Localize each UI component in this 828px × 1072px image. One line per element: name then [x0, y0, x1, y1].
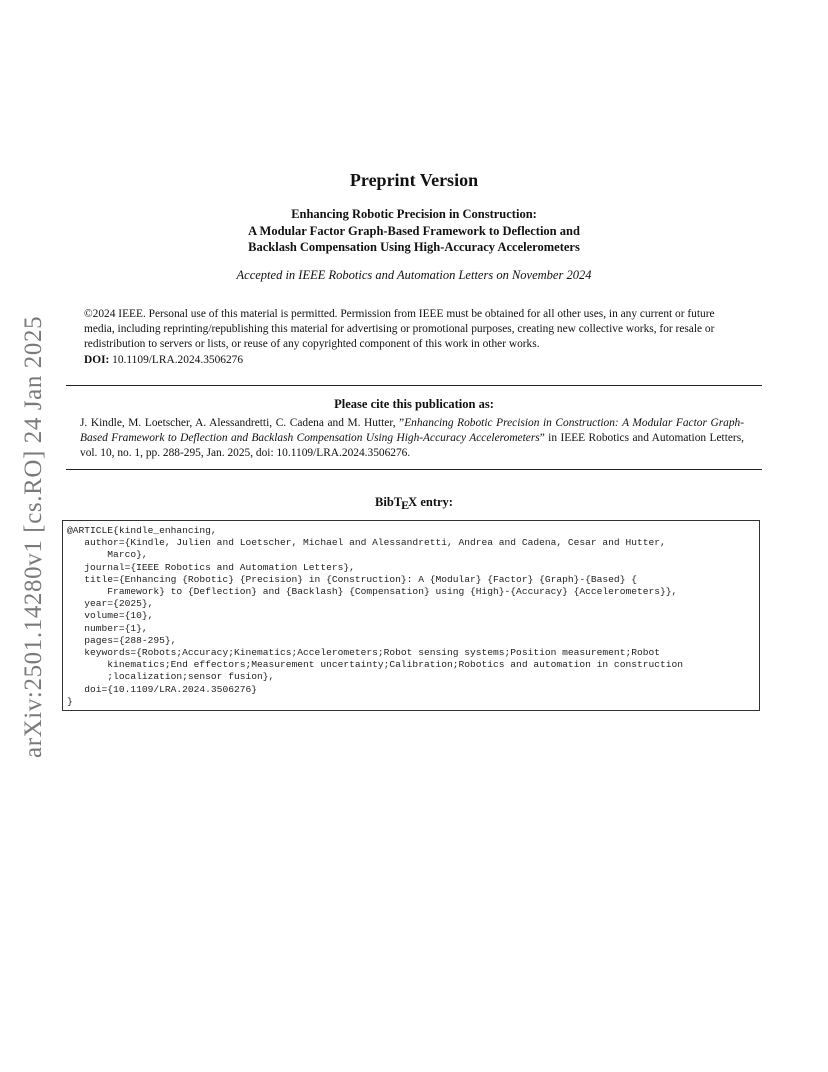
- bibtex-entry: @ARTICLE{kindle_enhancing, author={Kindle, Julien and Loetscher, Michael and Alessandretti, Andrea and Cadena, Cesar and Hutter, Marco}, journal={IEEE Robotics and Automation Letters}, title={Enhancing {Robotic} {Precision} in {Construction}: A {Modular} {Factor} {Graph}-{Based} { Framework} to {Deflection} and {Backlash} {Compensation} using {High}-{Accuracy} {Accelerometers}}, year={2025}, volume={10}, number={1}, pages={288-295}, keywords={Robots;Accuracy;Kinematics;Accelerometers;Robot sensing systems;Position measurement;Robot kinematics;End effectors;Measurement uncertainty;Calibration;Robotics and automation in construction ;localization;sensor fusion}, doi={10.1109/LRA.2024.3506276} }: [67, 525, 684, 707]
- citation-details: ” in IEEE Robotics and Automation Letters, vol. 10, no. 1, pp. 288-295, Jan. 2025, doi: 10.1109/LRA.2024.3506276.: [80, 432, 744, 459]
- page-title: Preprint Version: [349, 170, 479, 190]
- citation-title: Enhancing Robotic Precision in Construction: A Modular Factor Graph-Based Framework to Deflection and Backlash Compensation Using High-Accuracy Accelerometers: [80, 417, 745, 444]
- top-divider: [66, 385, 762, 386]
- citation-heading: Please cite this publication as:: [334, 397, 494, 411]
- bibtex-heading-e: E: [401, 498, 410, 512]
- doi-value: 10.1109/LRA.2024.3506276: [112, 353, 244, 366]
- paper-title-line-2: A Modular Factor Graph-Based Framework to Deflection and: [248, 223, 580, 238]
- bibtex-heading-pre: BibT: [375, 495, 403, 509]
- bottom-divider: [66, 469, 762, 470]
- citation-text: [80, 416, 744, 461]
- citation-authors: J. Kindle, M. Loetscher, A. Alessandretti, C. Cadena and M. Hutter, ”: [80, 417, 405, 429]
- bibtex-box: [62, 520, 760, 711]
- bibtex-heading-post: X entry:: [408, 495, 453, 509]
- arxiv-identifier: arXiv:2501.14280v1 [cs.RO] 24 Jan 2025: [20, 315, 47, 758]
- copyright-notice: [84, 307, 748, 368]
- bibtex-heading: [0, 495, 828, 510]
- paper-title: [0, 206, 828, 256]
- copyright-text: ©2024 IEEE. Personal use of this material is permitted. Permission from IEEE must be obtained for all other uses, in any current or future media, including reprinting/republishing this material for advertising or promotional purposes, creating new collective works, for resale or redistribution to servers or lists, or reuse of any copyrighted component of this work in other works.: [84, 308, 715, 351]
- paper-title-line-3: Backlash Compensation Using High-Accuracy Accelerometers: [248, 240, 580, 254]
- paper-title-line-1: Enhancing Robotic Precision in Construction:: [291, 207, 537, 221]
- doi-label: DOI:: [84, 353, 110, 366]
- acceptance-note: Accepted in IEEE Robotics and Automation Letters on November 2024: [236, 268, 592, 282]
